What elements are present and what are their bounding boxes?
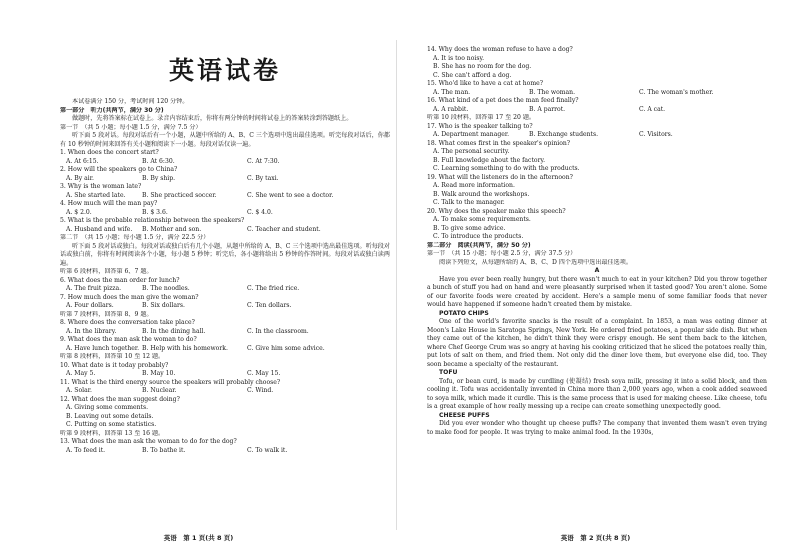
section2-instructions: 听下面 5 段对话或独白。每段对话或独白后有几个小题，从题中所给的 A、B、C 三个选项中选出最佳选项。听每段对话或独白前，你将有时间阅读各个小题，每小题 5 秒钟；听完后，各小题将给出 5 秒钟的作答时间。每段对话或独白读两遍。 (60, 242, 390, 267)
material-7-note: 听第 7 段材料，回答第 8、9 题。 (60, 310, 153, 318)
question-3: 3. Why is the woman late? (60, 183, 142, 190)
question-6-options (60, 285, 390, 294)
option-c: C. By taxi. (247, 174, 279, 182)
question-2: 2. How will the speakers go to China? (60, 166, 178, 173)
option-b: B. May 10. (142, 370, 176, 377)
question-15: 15. Who'd like to have a cat at home? (427, 80, 543, 87)
option-a: A. It is too noisy. (433, 54, 485, 62)
passage-paragraph-3: Tofu, or bean curd, is made by curdling (使凝结) fresh soya milk, pressing it into a solid block, and then cooling it. Tofu was accidentally invented in China more than 2,000 years ago, when a cook added seaweed to soya milk, which made it curdle. This is the same process that is used for making cheese. Like cheese, tofu is a great example of how really messing up a recipe can create something unexpectedly good. (427, 377, 767, 410)
option-c: C. May 15. (247, 370, 281, 377)
question-16: 16. What kind of a pet does the man feed finally? (427, 97, 579, 104)
option-b: B. To give some advice. (433, 224, 506, 232)
question-5: 5. What is the probable relationship between the speakers? (60, 217, 245, 224)
option-a: A. She started late. (66, 191, 126, 199)
question-6: 6. What does the man order for lunch? (60, 276, 180, 284)
option-c: C. At 7:30. (247, 157, 280, 165)
question-8: 8. Where does the conversation take place? (60, 319, 195, 326)
part2-heading: 第二部分 阅读(共两节，满分 50 分) (427, 241, 531, 249)
question-1-options (60, 158, 390, 167)
option-b: B. By ship. (142, 174, 176, 182)
question-20: 20. Why does the speaker make this speech? (427, 207, 566, 215)
option-a: A. By air. (66, 174, 94, 182)
question-12: 12. What does the man suggest doing? (60, 395, 180, 403)
option-c: C. She went to see a doctor. (247, 191, 334, 199)
option-c: C. Give him some advice. (247, 344, 325, 352)
question-15-options (427, 89, 767, 98)
question-8-options (60, 328, 390, 337)
option-b: B. Exchange students. (529, 131, 599, 138)
option-a: A. Have lunch together. (66, 344, 140, 352)
passage-label: A (594, 267, 600, 274)
material-8-note: 听第 8 段材料，回答第 10 至 12 题。 (60, 353, 165, 360)
option-b: B. Mother and son. (142, 225, 202, 233)
option-b: B. She has no room for the dog. (433, 63, 532, 70)
option-a: A. The man. (433, 88, 471, 96)
page-1-column (60, 98, 390, 455)
option-a: A. At 6:15. (66, 157, 99, 165)
passage-heading-potato-chips: POTATO CHIPS (439, 309, 489, 317)
question-10: 10. What date is it today probably? (60, 361, 169, 369)
section1-heading: 第一节 （共 5 小题；每小题 1.5 分，满分 7.5 分） (60, 123, 202, 131)
option-c: C. The woman's mother. (639, 88, 714, 96)
exam-title: 英语试卷 (168, 56, 281, 85)
passage-paragraph-1: Have you ever been really hungry, but there wasn't much to eat in your kitchen? Did you throw together a bunch of stuff you had on hand and were pleasantly surprised when it tasted good? You aren't alone. Some of our favorite foods were created by accident. Here's a sample menu of some familiar foods that never would have happened if someone hadn't created them by mistake. (427, 275, 767, 308)
part1-heading: 第一部分 听力(共两节，满分 30 分) (60, 106, 164, 114)
page-1-footer: 英语 第 1 页(共 8 页) (163, 534, 234, 542)
option-c: C. In the classroom. (247, 327, 309, 335)
section1-instructions: 听下面 5 段对话。每段对话后有一个小题，从题中所给的 A、B、C 三个选项中选出最佳选项。听完每段对话后，你都有 10 秒钟的时间来回答有关小题和阅读下一小题。每段对话仅读一遍。 (60, 132, 390, 148)
question-18: 18. What comes first in the speaker's opinion? (427, 139, 571, 147)
passage-heading-cheese-puffs: CHEESE PUFFS (439, 411, 490, 419)
passage-heading-tofu: TOFU (439, 369, 458, 376)
option-a: A. Read more information. (433, 182, 515, 189)
question-9: 9. What does the man ask the woman to do? (60, 336, 197, 343)
option-c: C. She can't afford a dog. (433, 71, 512, 79)
option-b: B. A parrot. (529, 105, 566, 113)
option-c: C. Teacher and student. (247, 225, 321, 233)
material-10-note: 听第 10 段材料，回答第 17 至 20 题。 (427, 114, 536, 121)
part2-instructions: 阅读下列短文，从每题所给的 A、B、C、D 四个选项中选出最佳选项。 (439, 258, 632, 266)
passage-paragraph-4: Did you ever wonder who thought up cheese puffs? The company that invented them wasn't even trying to make food for people. It was trying to make animal food. In the 1930s, (427, 420, 767, 436)
question-17: 17. Who is the speaker talking to? (427, 122, 533, 130)
option-b: B. Walk around the workshops. (433, 190, 530, 198)
option-c: C. The fried rice. (247, 285, 300, 292)
option-b: B. The noodles. (142, 285, 190, 292)
question-7-options (60, 302, 390, 311)
question-17-options (427, 131, 767, 140)
option-a: A. To feed it. (66, 446, 106, 454)
option-b: B. Six dollars. (142, 302, 185, 309)
option-a: A. The fruit pizza. (66, 285, 122, 292)
question-3-options (60, 192, 390, 201)
question-11-options (60, 387, 390, 396)
question-13: 13. What does the man ask the woman to do for the dog? (60, 438, 237, 445)
question-19: 19. What will the listeners do in the afternoon? (427, 173, 573, 181)
option-c: C. Wind. (247, 387, 274, 394)
option-b: B. Nuclear. (142, 387, 177, 394)
section2-heading: 第二节 （共 15 小题；每小题 1.5 分，满分 22.5 分） (60, 234, 210, 241)
question-11: 11. What is the third energy source the speakers will probably choose? (60, 378, 281, 386)
option-a: A. Department manager. (433, 131, 510, 138)
option-b: B. Help with his homework. (142, 344, 228, 352)
option-a: A. The personal security. (433, 148, 510, 155)
page-2 (397, 0, 794, 554)
material-6-note: 听第 6 段材料，回答第 6、7 题。 (60, 268, 153, 275)
option-b: B. $ 3.6. (142, 208, 168, 216)
option-a: A. In the library. (66, 327, 117, 335)
option-a: A. Four dollars. (66, 302, 114, 309)
option-c: C. Visitors. (639, 131, 673, 138)
question-4: 4. How much will the man pay? (60, 200, 158, 207)
question-2-options (60, 175, 390, 184)
option-a: A. $ 2.0. (66, 208, 92, 216)
option-b: B. In the dining hall. (142, 327, 206, 335)
option-c: C. To walk it. (247, 446, 288, 454)
part2-section1-heading: 第一节 （共 15 小题；每小题 2.5 分，满分 37.5 分） (427, 250, 577, 257)
option-b: B. Full knowledge about the factory. (433, 156, 546, 164)
option-c: C. To introduce the products. (433, 233, 524, 240)
option-c: C. $ 4.0. (247, 208, 273, 216)
page-2-column (427, 46, 767, 437)
option-a: A. Giving some comments. (66, 404, 149, 411)
question-14: 14. Why does the woman refuse to have a dog? (427, 46, 573, 53)
material-9-note: 听第 9 段材料，回答第 13 至 16 题。 (60, 429, 165, 437)
option-c: C. Talk to the manager. (433, 199, 505, 206)
option-c: C. Putting on some statistics. (66, 421, 157, 428)
option-a: A. Solar. (66, 387, 92, 394)
option-a: A. A rabbit. (433, 105, 469, 113)
page-2-footer: 英语 第 2 页(共 8 页) (560, 534, 631, 542)
question-7: 7. How much does the man give the woman? (60, 293, 199, 301)
option-a: A. To make some requirements. (433, 216, 531, 223)
option-c: C. Learning something to do with the products. (433, 165, 580, 172)
option-c: C. A cat. (639, 105, 666, 113)
question-4-options (60, 209, 390, 218)
option-b: B. Leaving out some details. (66, 412, 154, 420)
question-13-options (60, 447, 390, 456)
instructions: 做题时，先将答案标在试卷上。录音内容结束后，你将有两分钟的时间将试卷上的答案转涂到答题纸上。 (72, 115, 353, 122)
option-a: A. May 5. (66, 370, 96, 377)
question-9-options (60, 345, 390, 354)
option-b: B. She practiced soccer. (142, 191, 217, 199)
passage-paragraph-2: One of the world's favorite snacks is the result of a complaint. In 1853, a man was eating dinner at Moon's Lake House in Saratoga Springs, New York. He ordered fried potatoes, a popular side dish. But when they came out of the kitchen, he didn't think they were crispy enough. He sent them back to the kitchen, where Chef George Crum was so angry at having his cooking criticized that he sliced the potatoes really thin, put lots of salt on them, and fried them. Not only did the diner love them, but everyone else did, too. They soon became a specialty of the restaurant. (427, 318, 767, 368)
option-c: C. Ten dollars. (247, 302, 292, 309)
exam-info: 本试卷满分 150 分，考试时间 120 分钟。 (72, 98, 189, 105)
option-a: A. Husband and wife. (66, 225, 133, 233)
question-5-options (60, 226, 390, 235)
question-10-options (60, 370, 390, 379)
option-b: B. At 6:30. (142, 157, 175, 165)
option-b: B. The woman. (529, 88, 576, 96)
question-16-options (427, 106, 767, 115)
option-b: B. To bathe it. (142, 446, 186, 454)
question-1: 1. When does the concert start? (60, 149, 159, 156)
